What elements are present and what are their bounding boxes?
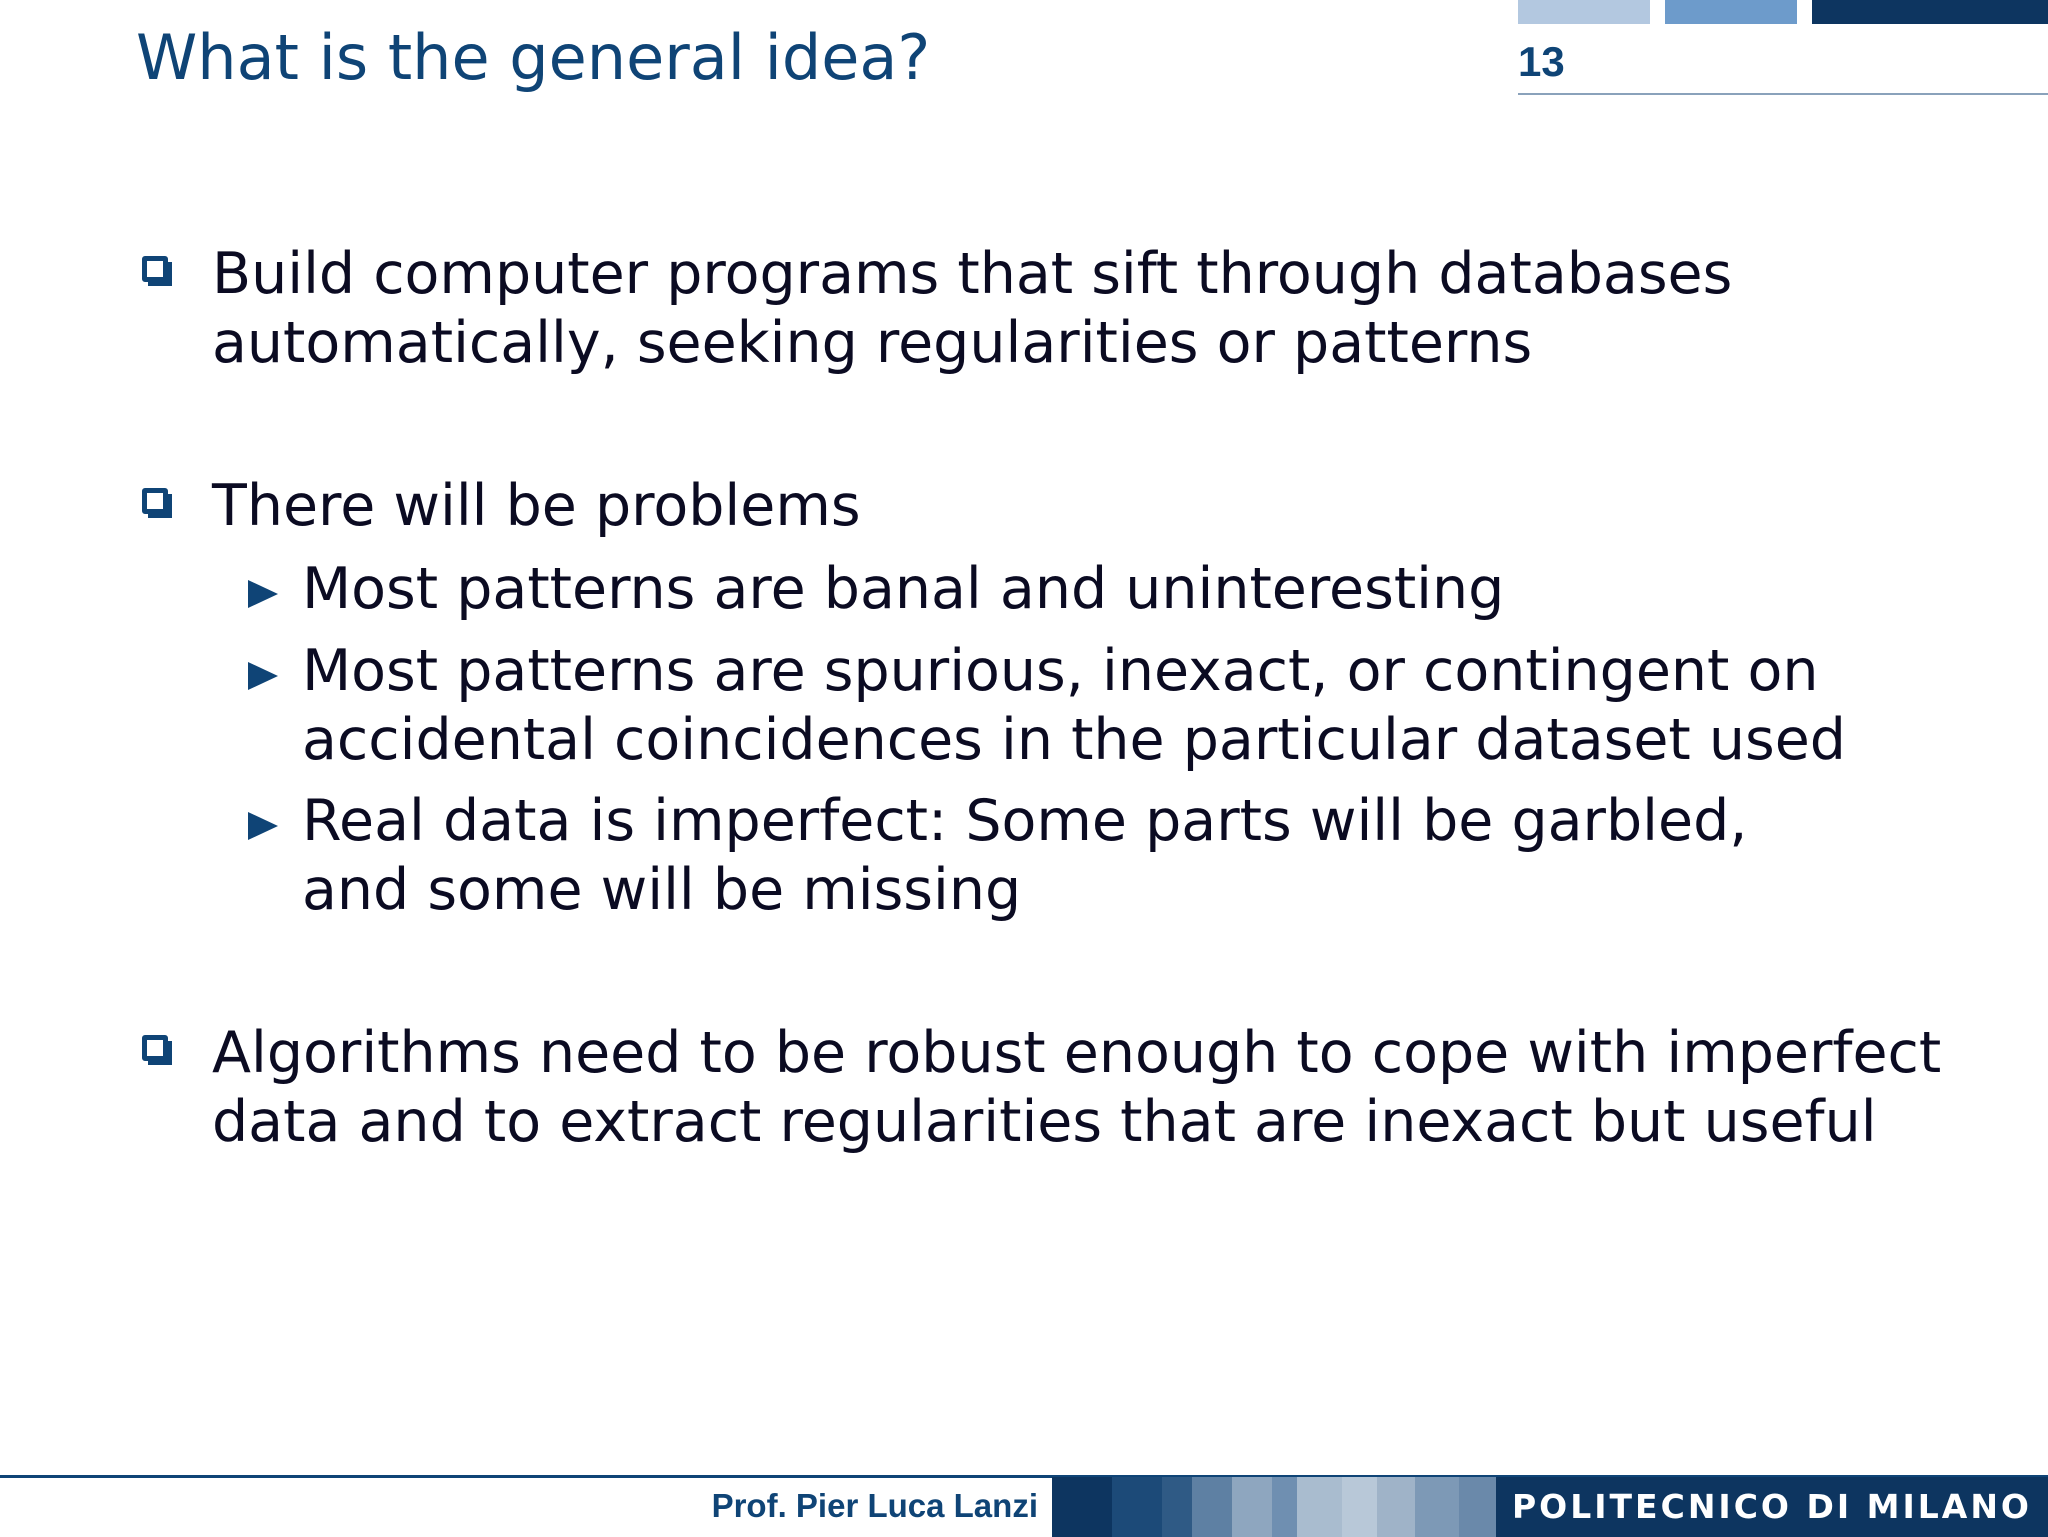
header-rule — [1518, 93, 2048, 95]
sub-bullet-text-line: and some will be missing — [302, 857, 1022, 923]
footer-block — [1459, 1477, 1496, 1537]
footer-block — [1052, 1477, 1112, 1537]
sub-bullet-text-line: Real data is imperfect: Some parts will be garbled, — [302, 788, 1748, 854]
footer-block — [1112, 1477, 1162, 1537]
footer-block — [1342, 1477, 1377, 1537]
header-decoration-bars — [1518, 0, 2048, 24]
institution-logo-text: POLITECNICO DI MILANO — [1496, 1477, 2048, 1537]
bullet-text-line: Algorithms need to be robust enough to cope with imperfect — [212, 1020, 1942, 1086]
page-number: 13 — [1518, 38, 1565, 85]
bullet-text-line: data and to extract regularities that are inexact but useful — [212, 1089, 1877, 1155]
footer-block — [1272, 1477, 1297, 1537]
footer-block — [1192, 1477, 1232, 1537]
sub-bullet-text-line: Most patterns are spurious, inexact, or contingent on — [302, 638, 1819, 704]
footer-block — [1415, 1477, 1459, 1537]
header-bar-dark — [1812, 0, 2048, 24]
slide-title: What is the general idea? — [136, 21, 931, 94]
square-bullet-icon — [142, 256, 168, 282]
arrow-bullet-icon — [248, 662, 278, 690]
footer-block — [1297, 1477, 1342, 1537]
square-bullet-icon — [142, 1035, 168, 1061]
sub-bullet-text-line: accidental coincidences in the particular dataset used — [302, 707, 1846, 773]
header-bar-medium — [1665, 0, 1797, 24]
arrow-bullet-icon — [248, 580, 278, 608]
bullet-text-line: There will be problems — [212, 473, 861, 539]
bullet-text-line: Build computer programs that sift through databases — [212, 241, 1733, 307]
square-bullet-icon — [142, 488, 168, 514]
header-bar-light — [1518, 0, 1650, 24]
footer-block — [1377, 1477, 1415, 1537]
bullet-text-line: automatically, seeking regularities or patterns — [212, 310, 1533, 376]
footer-author: Prof. Pier Luca Lanzi — [711, 1487, 1038, 1524]
footer-block — [1162, 1477, 1192, 1537]
sub-bullet-text-line: Most patterns are banal and uninteresting — [302, 556, 1505, 622]
footer-block — [1232, 1477, 1272, 1537]
arrow-bullet-icon — [248, 812, 278, 840]
